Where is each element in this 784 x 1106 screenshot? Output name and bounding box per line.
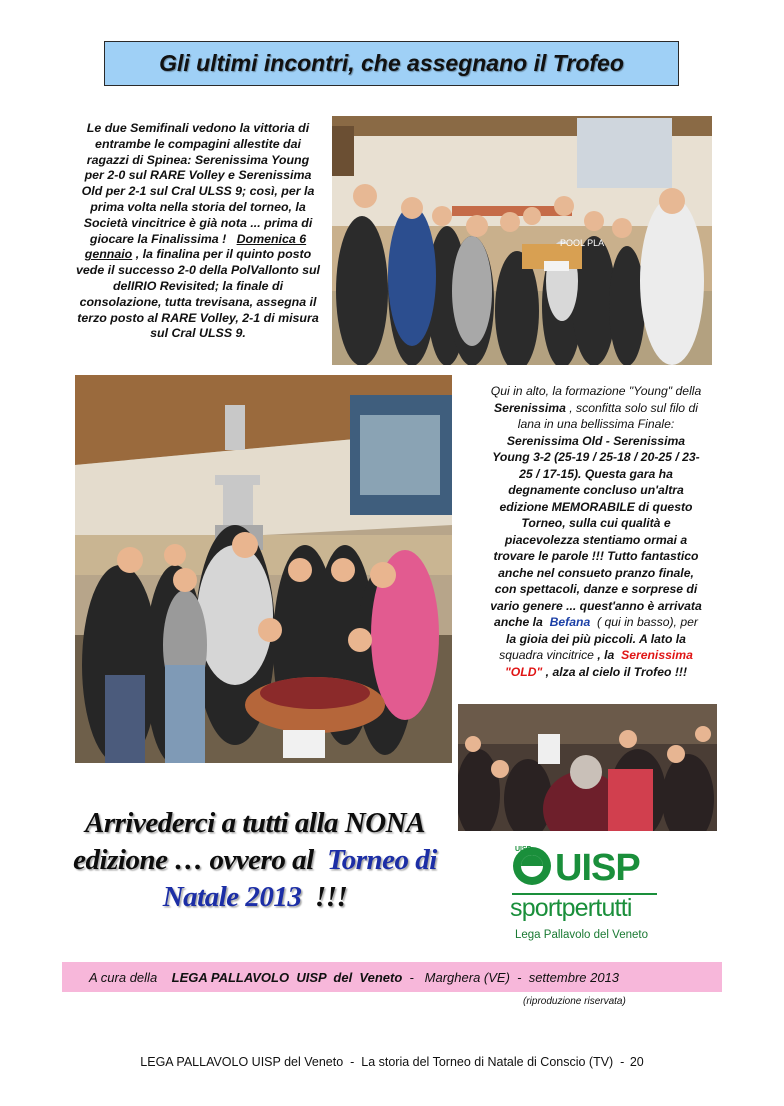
title-banner (104, 41, 679, 86)
text-line: entrambe le compagini allestite dai (95, 136, 301, 151)
lega-veneto-caption: Lega Pallavolo del Veneto (515, 929, 648, 941)
text-line: Società vincitrice è già nota ... prima di (83, 215, 313, 230)
text-line: Serenissima Old - Serenissima (506, 433, 686, 448)
credit-bar: A cura della LEGA PALLAVOLO UISP del Veneto - Marghera (VE) - settembre 2013 (62, 962, 722, 992)
text-line: Serenissima , sconfitta solo sul filo di (494, 400, 698, 415)
text-line: Torneo, sulla cui qualità e (521, 516, 671, 530)
text-line: lana in una bellissima Finale: (517, 417, 675, 431)
befana-highlight: Befana (549, 615, 591, 629)
text-line: anche la Befana ( qui in basso), per (494, 615, 698, 629)
text-line: delIRIO Revisited; la finale di (112, 278, 284, 293)
final-report (462, 383, 730, 680)
text-line: per 2-0 sul RARE Volley e Serenissima (84, 168, 312, 183)
page-footer: LEGA PALLAVOLO UISP del Veneto - La storia del Torneo di Natale di Conscio (TV) - 20 (140, 1055, 644, 1069)
sportpertutti-tagline: sportpertutti (510, 894, 632, 922)
team-young-photo (332, 116, 712, 365)
text-line: giocare la Finalissima ! Domenica 6 (89, 231, 307, 246)
text-line: vario genere ... quest'anno è arrivata (490, 598, 702, 613)
text-line: 25 / 17-15). Questa gara ha (519, 466, 673, 481)
text-line: con spettacoli, danze e sorprese di (494, 582, 698, 596)
farewell-line: Arrivederci a tutti alla NONA (85, 807, 425, 839)
rights-note: (riproduzione riservata) (523, 996, 626, 1007)
uisp-wordmark: UISP (555, 847, 640, 889)
farewell-line: Natale 2013 !!! (162, 881, 348, 913)
farewell-message (70, 805, 440, 916)
date-link-cont: gennaio (84, 247, 133, 262)
text-line: gennaio , la finalina per il quinto posto (84, 247, 312, 262)
befana-photo (458, 704, 717, 831)
text-line: squadra vincitrice , la Serenissima (499, 648, 693, 662)
text-line: Le due Semifinali vedono la vittoria di (86, 121, 310, 135)
date-link: Domenica 6 (236, 231, 307, 246)
text-line: sul Cral ULSS 9. (150, 326, 246, 341)
text-line: la gioia dei più piccoli. A lato la (506, 631, 686, 646)
text-line: Young 3-2 (25-19 / 25-18 / 20-25 / 23- (492, 450, 700, 464)
text-line: Old per 2-1 sul Cral ULSS 9; così, per la (81, 184, 315, 199)
shirt-text: POOL PLA (560, 238, 605, 248)
page-title: Gli ultimi incontri, che assegnano il Trofeo (159, 50, 624, 76)
serenissima-highlight: Serenissima (621, 648, 693, 662)
page-number: 20 (629, 1055, 644, 1069)
text-line: Qui in alto, la formazione "Young" della (490, 384, 702, 398)
text-line: terzo posto al RARE Volley, 2-1 di misura (77, 310, 319, 325)
text-line: piacevolezza stentiamo ormai a (504, 532, 688, 547)
uisp-small-text: UISP (515, 846, 532, 853)
old-highlight: "OLD" (505, 664, 543, 679)
text-line: consolazione, tutta trevisana, assegna il (79, 294, 317, 309)
intro-paragraph (72, 121, 324, 342)
text-line: anche nel consueto pranzo finale, (498, 565, 694, 580)
winners-trophy-photo (75, 375, 452, 763)
text-line: edizione MEMORABILE di questo (499, 499, 693, 514)
text-line: "OLD" , alza al cielo il Trofeo !!! (505, 664, 687, 679)
text-line: vede il successo 2-0 della PolVallonto sul (75, 263, 320, 278)
text-line: prima volta nella storia del torneo, la (90, 199, 306, 214)
farewell-line: edizione … ovvero al Torneo di (73, 844, 437, 876)
text-line: degnamente concluso un'altra (508, 483, 684, 497)
text-line: trovare le parole !!! Tutto fantastico (493, 549, 699, 563)
text-line: ragazzi di Spinea: Serenissima Young (86, 152, 310, 167)
